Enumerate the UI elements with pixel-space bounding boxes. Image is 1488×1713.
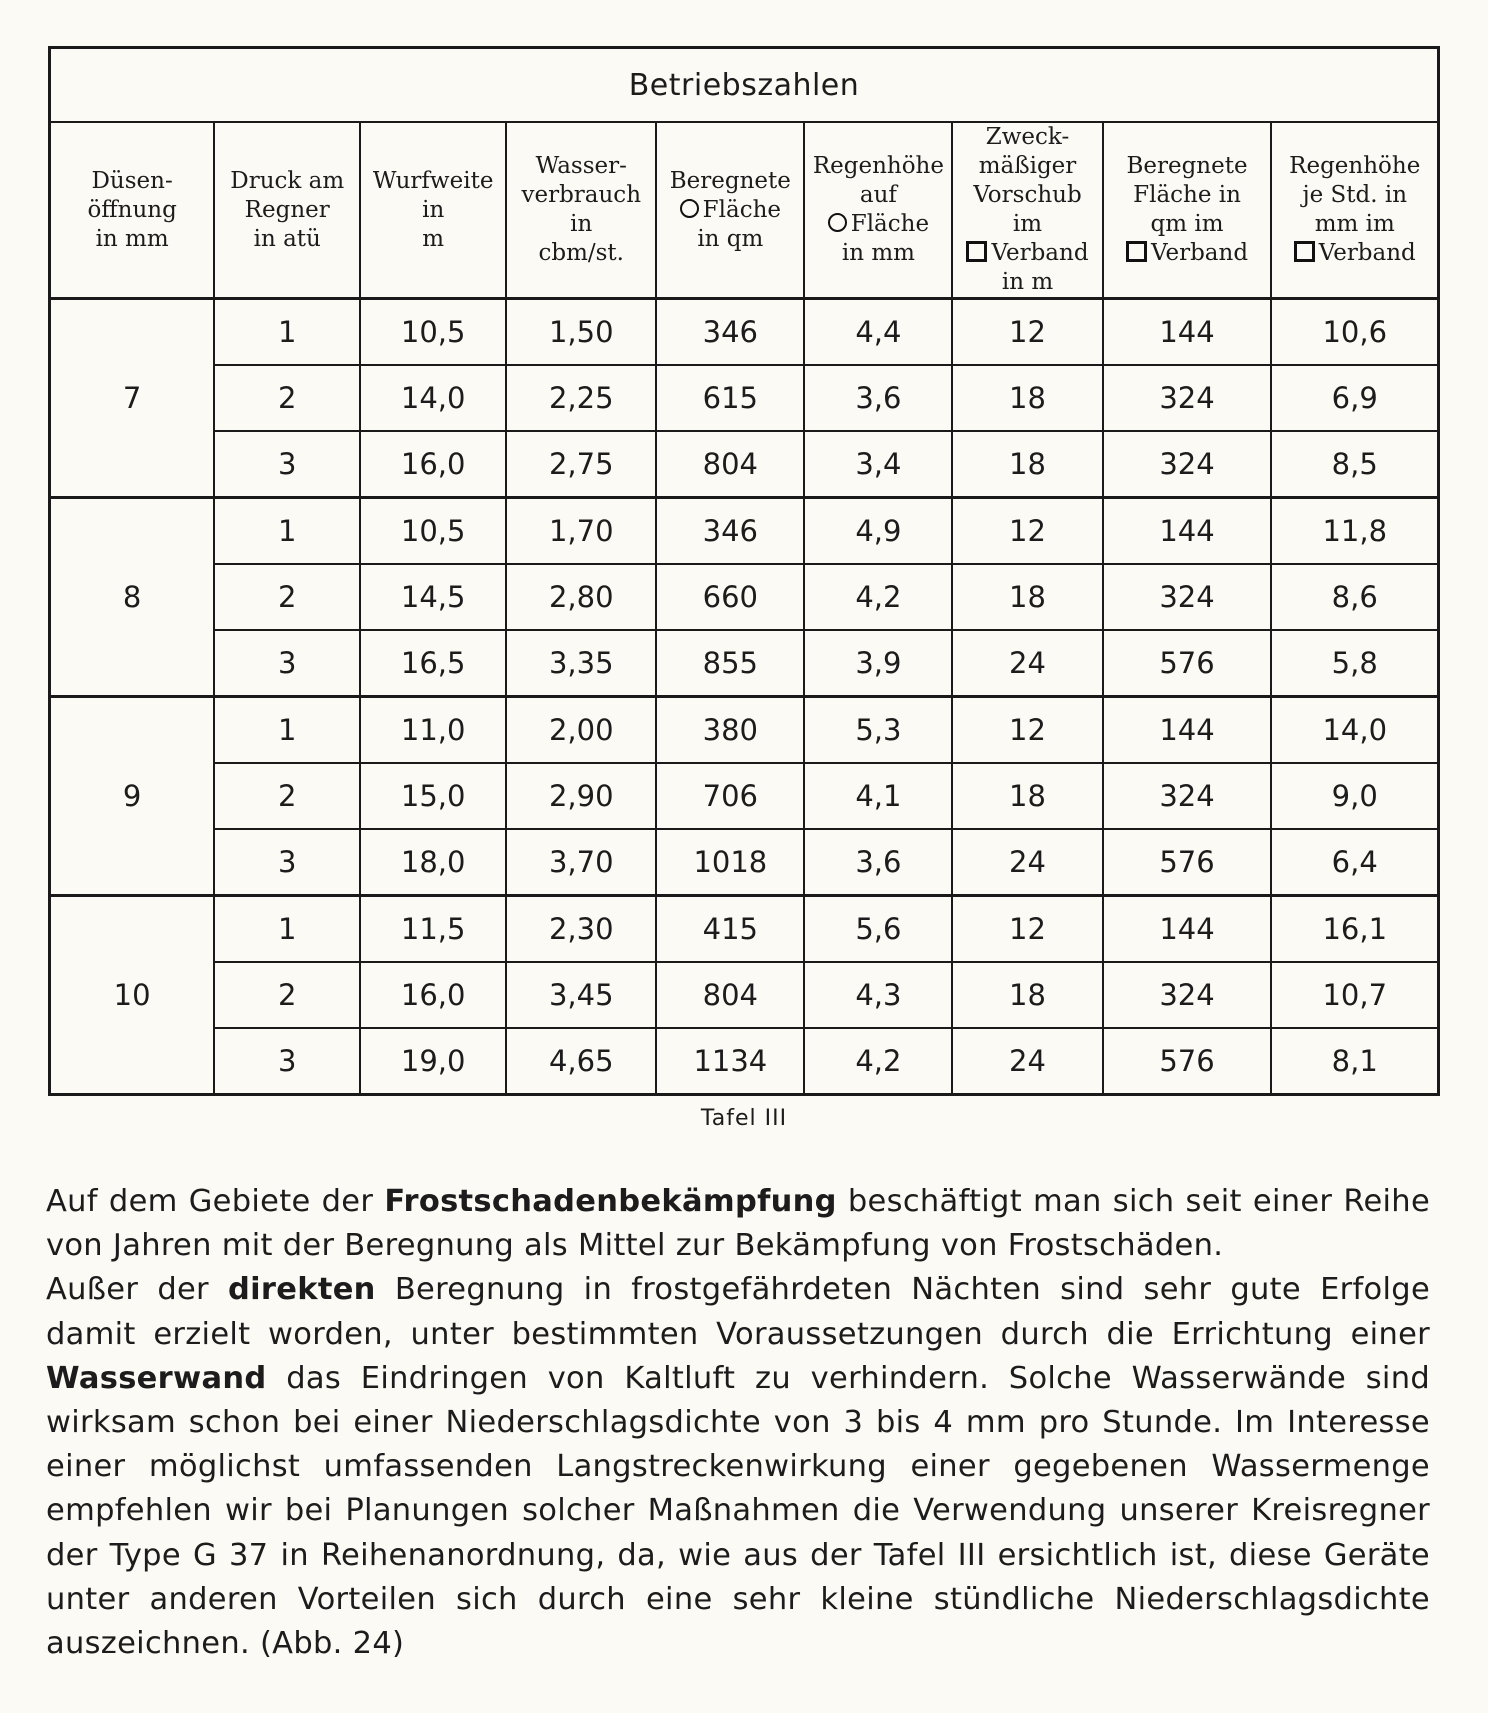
table-row — [50, 630, 1439, 697]
table-cell: 1134 — [656, 1028, 804, 1095]
header-line: auf — [859, 182, 897, 208]
square-icon — [1294, 241, 1315, 262]
table-cell: 2,30 — [506, 896, 656, 963]
table-cell: 15,0 — [360, 763, 506, 829]
table-cell: 1,70 — [506, 498, 656, 565]
table-row — [50, 697, 1439, 764]
table-cell: 16,5 — [360, 630, 506, 697]
table-cell: 10,6 — [1271, 299, 1438, 366]
nozzle-group-cell: 8 — [50, 498, 215, 697]
table-row — [50, 299, 1439, 366]
header-line: Regenhöhe — [1289, 153, 1421, 179]
table-cell: 3 — [214, 1028, 360, 1095]
table-cell: 1 — [214, 896, 360, 963]
table-row — [50, 431, 1439, 498]
table-cell: 415 — [656, 896, 804, 963]
table-title: Betriebszahlen — [50, 48, 1439, 123]
table-cell: 2,75 — [506, 431, 656, 498]
table-cell: 144 — [1103, 299, 1272, 366]
column-header-0 — [50, 122, 215, 299]
table-cell: 18,0 — [360, 829, 506, 896]
column-header-1 — [214, 122, 360, 299]
table-cell: 2,80 — [506, 564, 656, 630]
table-cell: 19,0 — [360, 1028, 506, 1095]
header-line: Fläche — [657, 196, 803, 225]
table-row — [50, 896, 1439, 963]
table-cell: 2,25 — [506, 365, 656, 431]
header-line: Fläche — [805, 210, 951, 239]
table-cell: 3,35 — [506, 630, 656, 697]
table-row — [50, 564, 1439, 630]
column-header-8 — [1271, 122, 1438, 299]
table-cell: 1,50 — [506, 299, 656, 366]
table-cell: 4,2 — [804, 564, 952, 630]
table-cell: 5,6 — [804, 896, 952, 963]
header-line: Beregnete — [1126, 153, 1248, 179]
header-line: Regenhöhe — [812, 153, 944, 179]
column-header-6 — [952, 122, 1102, 299]
table-cell: 3,9 — [804, 630, 952, 697]
header-line: in qm — [697, 225, 764, 252]
table-cell: 11,8 — [1271, 498, 1438, 565]
header-line: mäßiger — [978, 153, 1077, 179]
nozzle-group-cell: 7 — [50, 299, 215, 498]
nozzle-group-cell: 10 — [50, 896, 215, 1095]
table-cell: 380 — [656, 697, 804, 764]
table-cell: 2,00 — [506, 697, 656, 764]
table-cell: 14,0 — [1271, 697, 1438, 764]
table-cell: 6,4 — [1271, 829, 1438, 896]
table-cell: 12 — [952, 299, 1102, 366]
table-cell: 576 — [1103, 630, 1272, 697]
paragraph-2: Außer der direkten Beregnung in frostgefährdeten Nächten sind sehr gute Erfolge damit erzielt worden, unter bestimmten Voraussetzungen durch die Errichtung einer Wasserwand das Eindringen von Kaltluft zu verhindern. Solche Wasserwände sind wirksam schon bei einer Niederschlagsdichte von 3 bis 4 mm pro Stunde. Im Interesse einer möglichst umfassenden Langstreckenwirkung einer gegebenen Wassermenge empfehlen wir bei Planungen solcher Maßnahmen die Verwendung unserer Kreisregner der Type G 37 in Reihenanordnung, da, wie aus der Tafel III ersichtlich ist, diese Geräte unter anderen Vorteilen sich durch eine sehr kleine stündliche Niederschlagsdichte auszeichnen. (Abb. 24) — [46, 1272, 1431, 1662]
table-cell: 2 — [214, 962, 360, 1028]
header-line: in — [570, 211, 593, 237]
table-cell: 10,5 — [360, 498, 506, 565]
table-cell: 324 — [1103, 365, 1272, 431]
table-cell: 9,0 — [1271, 763, 1438, 829]
header-line: in atü — [253, 225, 321, 252]
table-cell: 3 — [214, 431, 360, 498]
column-header-3 — [506, 122, 656, 299]
header-line: mm im — [1314, 211, 1395, 237]
table-cell: 706 — [656, 763, 804, 829]
table-cell: 346 — [656, 498, 804, 565]
table-cell: 1 — [214, 697, 360, 764]
table-cell: 14,5 — [360, 564, 506, 630]
table-cell: 1 — [214, 299, 360, 366]
table-cell: 4,3 — [804, 962, 952, 1028]
circle-icon — [680, 199, 699, 218]
table-cell: 24 — [952, 630, 1102, 697]
paragraph-1: Auf dem Gebiete der Frostschadenbekämpfung beschäftigt man sich seit einer Reihe von Jahren mit der Beregnung als Mittel zur Bekämpfung von Frostschäden. — [46, 1184, 1431, 1264]
header-line: Verband — [1272, 239, 1437, 268]
header-line: in mm — [95, 225, 169, 252]
header-line: Verband — [1104, 239, 1271, 268]
table-cell: 24 — [952, 829, 1102, 896]
table-cell: 8,5 — [1271, 431, 1438, 498]
header-line: Druck am — [230, 167, 345, 194]
table-row — [50, 962, 1439, 1028]
emphasis-term: Frostschadenbekämpfung — [384, 1184, 837, 1219]
table-cell: 2 — [214, 564, 360, 630]
table-cell: 5,8 — [1271, 630, 1438, 697]
header-line: im — [1012, 211, 1043, 237]
header-line: verbrauch — [521, 182, 642, 208]
table-cell: 1018 — [656, 829, 804, 896]
table-cell: 3,4 — [804, 431, 952, 498]
table-cell: 324 — [1103, 962, 1272, 1028]
header-line: qm im — [1150, 211, 1224, 237]
table-cell: 4,9 — [804, 498, 952, 565]
table-cell: 18 — [952, 431, 1102, 498]
header-line: Fläche in — [1133, 182, 1241, 208]
table-cell: 12 — [952, 697, 1102, 764]
table-cell: 324 — [1103, 431, 1272, 498]
table-cell: 18 — [952, 564, 1102, 630]
table-cell: 144 — [1103, 498, 1272, 565]
header-line: m — [422, 225, 445, 252]
table-cell: 24 — [952, 1028, 1102, 1095]
table-cell: 10,7 — [1271, 962, 1438, 1028]
table-cell: 18 — [952, 962, 1102, 1028]
table-row — [50, 763, 1439, 829]
table-cell: 324 — [1103, 763, 1272, 829]
table-cell: 3,6 — [804, 829, 952, 896]
table-cell: 3,45 — [506, 962, 656, 1028]
table-cell: 324 — [1103, 564, 1272, 630]
column-header-4 — [656, 122, 804, 299]
table-cell: 346 — [656, 299, 804, 366]
emphasis-term: direkten — [228, 1272, 376, 1308]
header-line: Wurfweite — [372, 167, 494, 194]
table-cell: 576 — [1103, 829, 1272, 896]
table-cell: 615 — [656, 365, 804, 431]
table-cell: 16,0 — [360, 431, 506, 498]
header-line: Verband — [953, 239, 1101, 268]
table-cell: 4,4 — [804, 299, 952, 366]
body-text — [46, 1180, 1430, 1666]
header-line: Regner — [244, 196, 330, 223]
table-cell: 10,5 — [360, 299, 506, 366]
table-cell: 660 — [656, 564, 804, 630]
header-line: Wasser- — [535, 153, 627, 179]
table-cell: 12 — [952, 896, 1102, 963]
table-cell: 16,1 — [1271, 896, 1438, 963]
header-line: Vorschub — [973, 182, 1082, 208]
table-cell: 6,9 — [1271, 365, 1438, 431]
table-cell: 3 — [214, 829, 360, 896]
table-cell: 3,6 — [804, 365, 952, 431]
table-cell: 18 — [952, 763, 1102, 829]
emphasis-term: Wasserwand — [46, 1360, 267, 1396]
table-cell: 576 — [1103, 1028, 1272, 1095]
column-header-5 — [804, 122, 952, 299]
square-icon — [1126, 241, 1147, 262]
header-line: Düsen- — [91, 167, 173, 194]
header-line: Beregnete — [669, 167, 791, 194]
header-line: cbm/st. — [538, 240, 624, 266]
table-cell: 12 — [952, 498, 1102, 565]
nozzle-group-cell: 9 — [50, 697, 215, 896]
table-cell: 144 — [1103, 697, 1272, 764]
table-row — [50, 1028, 1439, 1095]
header-line: in mm — [841, 240, 915, 266]
table-caption: Tafel III — [700, 1106, 788, 1131]
table-cell: 11,0 — [360, 697, 506, 764]
table-cell: 1 — [214, 498, 360, 565]
table-cell: 11,5 — [360, 896, 506, 963]
header-line: Zweck- — [985, 124, 1070, 150]
table-cell: 14,0 — [360, 365, 506, 431]
table-cell: 4,2 — [804, 1028, 952, 1095]
table-cell: 2 — [214, 763, 360, 829]
table-cell: 3,70 — [506, 829, 656, 896]
column-header-7 — [1103, 122, 1272, 299]
square-icon — [966, 241, 987, 262]
table-cell: 804 — [656, 962, 804, 1028]
table-cell: 18 — [952, 365, 1102, 431]
table-cell: 855 — [656, 630, 804, 697]
header-line: öffnung — [87, 196, 177, 223]
column-header-2 — [360, 122, 506, 299]
table-cell: 2 — [214, 365, 360, 431]
table-row — [50, 498, 1439, 565]
header-line: in — [422, 196, 445, 223]
table-cell: 2,90 — [506, 763, 656, 829]
table-cell: 5,3 — [804, 697, 952, 764]
circle-icon — [828, 213, 847, 232]
table-row — [50, 829, 1439, 896]
table-body — [50, 299, 1439, 1095]
table-row — [50, 365, 1439, 431]
table-cell: 3 — [214, 630, 360, 697]
header-line: in m — [1001, 269, 1054, 295]
table-cell: 4,1 — [804, 763, 952, 829]
table-cell: 144 — [1103, 896, 1272, 963]
header-line: je Std. in — [1302, 182, 1408, 208]
table-cell: 8,1 — [1271, 1028, 1438, 1095]
table-cell: 16,0 — [360, 962, 506, 1028]
table-cell: 4,65 — [506, 1028, 656, 1095]
operating-data-table — [48, 46, 1440, 1096]
table-cell: 804 — [656, 431, 804, 498]
header-row — [50, 122, 1439, 299]
table-cell: 8,6 — [1271, 564, 1438, 630]
